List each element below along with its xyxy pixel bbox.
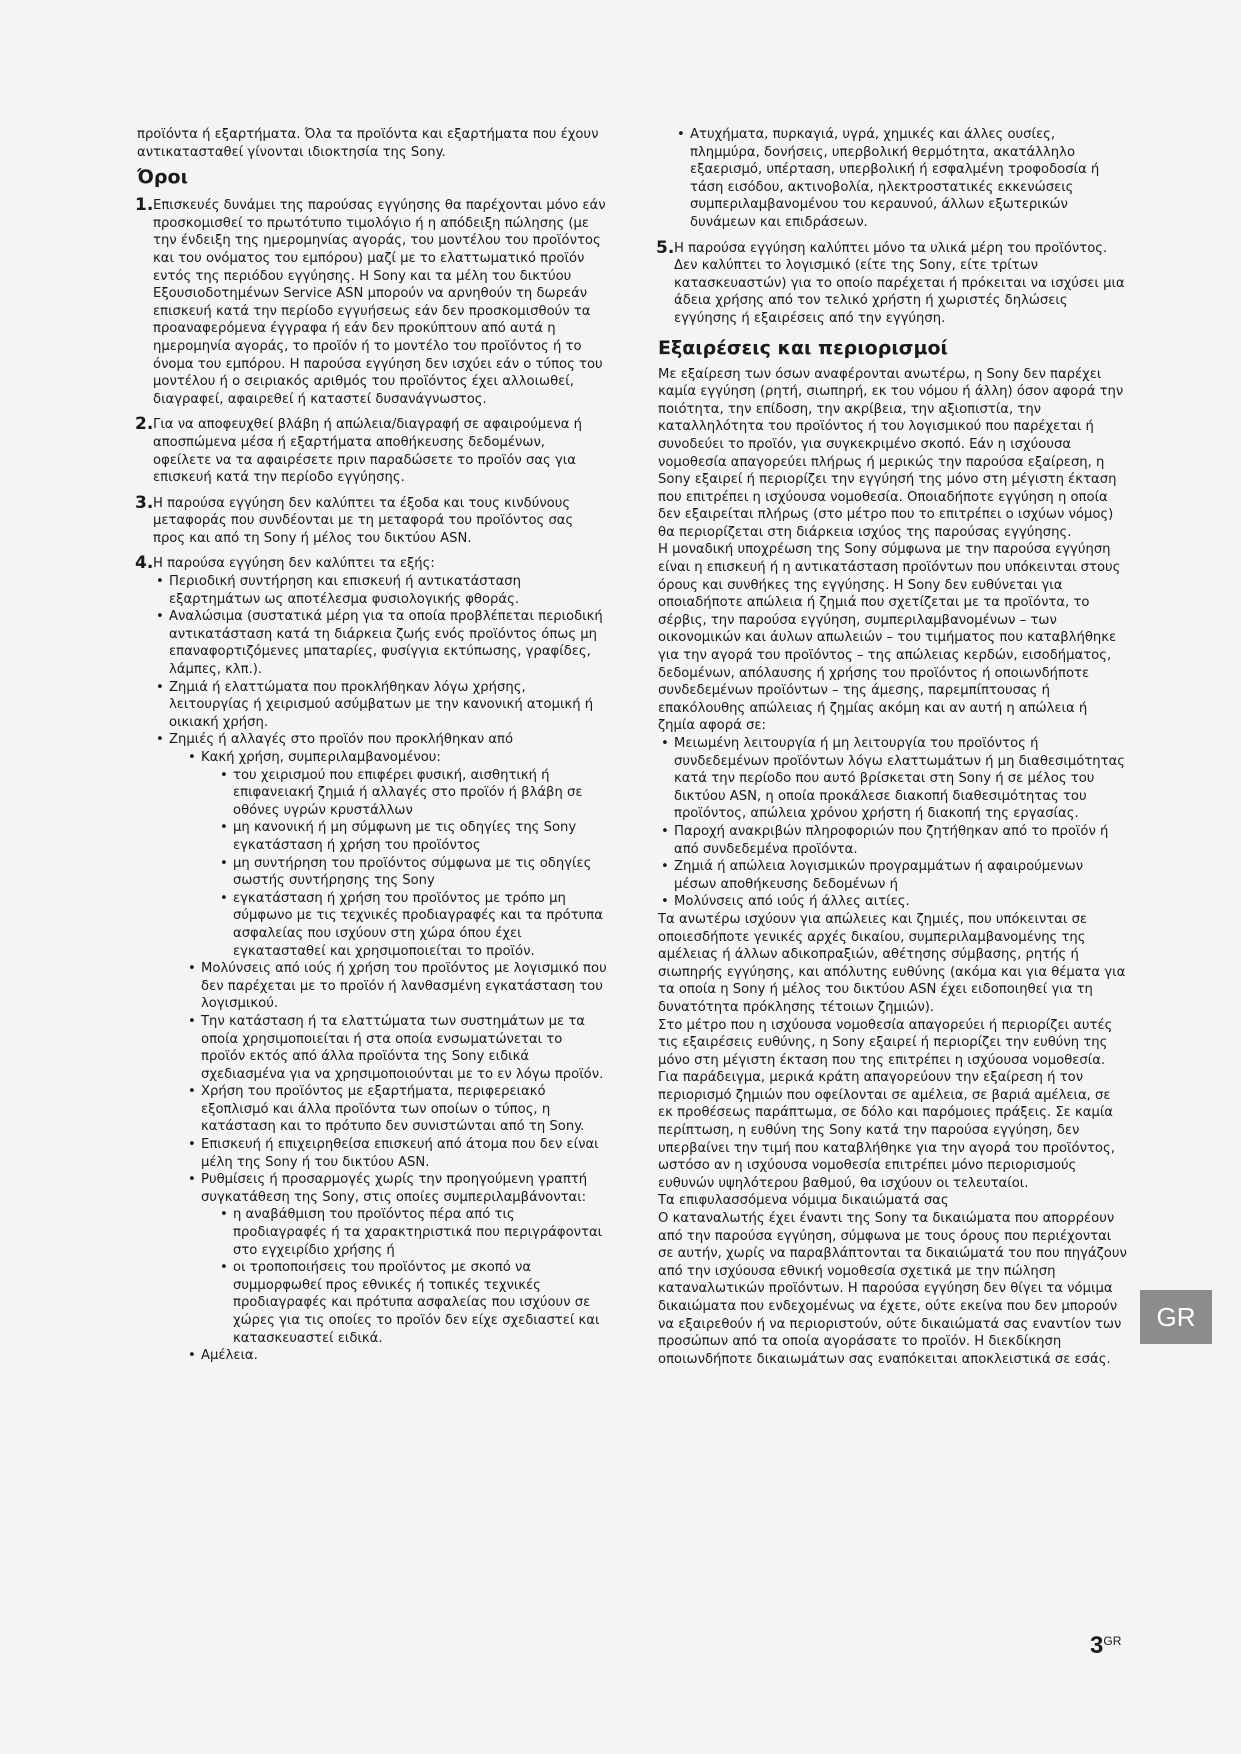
list-item: • Περιοδική συντήρηση και επισκευή ή αντικατάσταση εξαρτημάτων ως αποτέλεσμα φυσιολογικής φθοράς.: [153, 573, 607, 608]
list-item: • μη κανονική ή μη σύμφωνη με τις οδηγίες της Sony εγκατάσταση ή χρήση του προϊόντος: [217, 819, 607, 854]
paragraph: Στο μέτρο που η ισχύουσα νομοθεσία απαγορεύει ή περιορίζει αυτές τις εξαιρέσεις ευθύνης, η Sony εξαιρεί ή περιορίζει την ευθύνη της μόνο στη μέγιστη έκταση που της επιτρέπει η ισχύουσα νομοθεσία. Για παράδειγμα, μερικά κράτη απαγορεύουν την εξαίρεση ή τον περιορισμό ζημιών που οφείλονται σε αμέλεια, σε βαριά αμέλεια, σε εκ προθέσεως παράπτωμα, σε δόλο και παρόμοιες πράξεις. Σε καμία περίπτωση, η ευθύνη της Sony κατά την παρούσα εγγύηση, δεν υπερβαίνει την τιμή που καταβλήθηκε για την αγορά του προϊόντος, ωστόσο αν η ισχύουσα νομοθεσία επιτρέπει μόνο περιορισμούς ευθυνών υψηλότερου βαθμού, θα ισχύουν οι τελευταίοι.: [658, 1017, 1115, 1191]
subheading: Τα επιφυλασσόμενα νόμιμα δικαιώματά σας: [658, 1193, 949, 1209]
numbered-item-4: 4. Η παρούσα εγγύηση δεν καλύπτει τα εξής:: [135, 553, 435, 574]
list-item: • Ζημιά ή ελαττώματα που προκλήθηκαν λόγω χρήσης, λειτουργίας ή χειρισμού ασύμβατων με την κανονική ατομική ή οικιακή χρήση.: [153, 679, 607, 732]
list-item: • Αμέλεια.: [185, 1347, 607, 1365]
language-tab: GR: [1140, 1290, 1212, 1344]
page-number-suffix: GR: [1103, 1634, 1122, 1648]
list-item: • εγκατάσταση ή χρήση του προϊόντος με τρόπο μη σύμφωνο με τις τεχνικές προδιαγραφές και τα πρότυπα ασφαλείας που ισχύουν στη χώρα όπου έχει εγκατασταθεί και χρησιμοποιείται το προϊόν.: [217, 890, 607, 960]
list-item: • η αναβάθμιση του προϊόντος πέρα από τις προδιαγραφές ή τα χαρακτηριστικά που περιγράφονται στο εγχειρίδιο χρήσης ή: [217, 1206, 607, 1259]
list-item: • Μολύνσεις από ιούς ή χρήση του προϊόντος με λογισμικό που δεν παρέχεται με το προϊόν ή λανθασμένη εγκατάσταση του λογισμικού.: [185, 960, 607, 1013]
continued-list: [674, 126, 1128, 232]
list-item-text: Ρυθμίσεις ή προσαρμογές χωρίς την προηγούμενη γραπτή συγκατάθεση της Sony, στις οποίες συμπεριλαμβάνονται:: [201, 1172, 588, 1205]
paragraph: Η μοναδική υποχρέωση της Sony σύμφωνα με την παρούσα εγγύηση είναι η επισκευή ή η αντικατάσταση προϊόντων που υπόκεινται στους όρους και συνθήκες της εγγύησης. Η Sony δεν ευθύνεται για οποιαδήποτε απώλεια ή ζημιά που σχετίζεται με τα προϊόντα, το σέρβις, την παρούσα εγγύηση, συμπεριλαμβανομένων – των οικονομικών και άυλων απωλειών – του τιμήματος που καταβλήθηκε για την αγορά του προϊόντος – της απώλειας κερδών, εισοδήματος, δεδομένων, απόλαυσης ή χρήσης του προϊόντος ή οποιωνδήποτε συνδεδεμένων προϊόντων – της άμεσης, παρεμπίπτουσας ή επακόλουθης απώλειας ή ζημίας ακόμη και αν αυτή η απώλεια ή ζημία αφορά σε:: [658, 542, 1121, 734]
list-item: • Επισκευή ή επιχειρηθείσα επισκευή από άτομα που δεν είναι μέλη της Sony ή του δικτύου ASN.: [185, 1136, 607, 1171]
item-text: Για να αποφευχθεί βλάβη ή απώλεια/διαγραφή σε αφαιρούμενα ή αποσπώμενα μέσα ή εξαρτήματα αποθήκευσης δεδομένων, οφείλετε να τα αφαιρέσετε πριν παραδώσετε το προϊόν σας για επισκευή κατά την περίοδο εγγύησης.: [153, 417, 582, 486]
list-item: [185, 1171, 607, 1347]
right-column: [658, 126, 1128, 1368]
paragraph: Ο καταναλωτής έχει έναντι της Sony τα δικαιώματα που απορρέουν από την παρούσα εγγύηση, σύμφωνα με τους όρους που περιέχονται σε αυτήν, χωρίς να παραβλάπτονται τα δικαιώματά του που πηγάζουν από την ισχύουσα εθνική νομοθεσία σχετικά με την πώληση καταναλωτικών προϊόντων. Η παρούσα εγγύηση δεν θίγει τα νόμιμα δικαιώματα που ενδεχομένως να έχετε, ούτε εκείνα που δεν μπορούν να εξαιρεθούν ή να περιοριστούν, ούτε δικαιώματά σας εναντίον των προσώπων από τα οποία αγοράσατε το προϊόν. Η διεκδίκηση οποιωνδήποτε δικαιωμάτων σας εναπόκειται αποκλειστικά σε εσάς.: [658, 1211, 1127, 1367]
intro-paragraph: προϊόντα ή εξαρτήματα. Όλα τα προϊόντα και εξαρτήματα που έχουν αντικατασταθεί γίνονται ιδιοκτησία της Sony.: [137, 127, 599, 160]
terms-heading: Όροι: [137, 166, 188, 189]
list-item: • Χρήση του προϊόντος με εξαρτήματα, περιφερειακό εξοπλισμό και άλλα προϊόντα των οποίων ο τύπος, η κατάσταση και το πρότυπο δεν συνιστώνται από τη Sony.: [185, 1083, 607, 1136]
list-item: [185, 749, 607, 960]
numbered-item-3: 3. Η παρούσα εγγύηση δεν καλύπτει τα έξοδα και τους κινδύνους μεταφοράς που συνδέονται με τη μεταφορά του προϊόντος σας προς και από τη Sony ή μέλος του δικτύου ASN.: [137, 495, 607, 548]
list-item: • Αναλώσιμα (συστατικά μέρη για τα οποία προβλέπεται περιοδική αντικατάσταση κατά τη διάρκεια ζωής ενός προϊόντος όπως μη επαναφορτιζόμενες μπαταρίες, φυσίγγια εκτύπωσης, γραφίδες, λάμπες, κλπ.).: [153, 608, 607, 678]
item-text: Η παρούσα εγγύηση καλύπτει μόνο τα υλικά μέρη του προϊόντος. Δεν καλύπτει το λογισμικό (είτε της Sony, είτε τρίτων κατασκευαστών) για το οποίο παρέχεται ή πρόκειται να ισχύσει μια άδεια χρήσης από τον τελικό χρήστη ή χωριστές δηλώσεις εγγύησης ή εξαιρέσεις από την εγγύηση.: [674, 240, 1125, 326]
numbered-item-1: 1. Επισκευές δυνάμει της παρούσας εγγύησης θα παρέχονται μόνο εάν προσκομισθεί το πρωτότυπο τιμολόγιο ή η απόδειξη πώλησης (με την ένδειξη της ημερομηνίας αγοράς, του μοντέλου του προϊόντος και του ονόματος του εμπόρου) μαζί με το ελαττωματικό προϊόν εντός της περιόδου εγγύησης. Η Sony και τα μέλη του δικτύου Εξουσιοδοτημένων Service ASN μπορούν να αρνηθούν τη δωρεάν επισκευή κατά την περίοδο εγγυήσεως εάν δεν προσκομισθούν τα προαναφερόμενα έγγραφα ή εάν δεν προκύπτουν από αυτά η ημερομηνία αγοράς, το προϊόν ή το μοντέλο του προϊόντος ή το όνομα του εμπόρου. Η παρούσα εγγύηση δεν ισχύει εάν ο τύπος του μοντέλου ή ο σειριακός αριθμός του προϊόντος έχει αλλοιωθεί, διαγραφεί, αφαιρεθεί ή καταστεί δυσανάγνωστος.: [135, 195, 606, 407]
item-text: Η παρούσα εγγύηση δεν καλύπτει τα έξοδα και τους κινδύνους μεταφοράς που συνδέονται με τη μεταφορά του προϊόντος σας προς και από τη Sony ή μέλος του δικτύου ASN.: [153, 495, 574, 546]
sub-sub-list: [217, 1206, 607, 1347]
sub-list: [185, 749, 607, 1365]
list-item: • Την κατάσταση ή τα ελαττώματα των συστημάτων με τα οποία χρησιμοποιείται ή στα οποία ενσωματώνεται το προϊόν εκτός από άλλα προϊόντα της Sony ειδικά σχεδιασμένα για να χρησιμοποιούνται με το εν λόγω προϊόν.: [185, 1013, 607, 1083]
list-item: • Μολύνσεις από ιούς ή άλλες αιτίες.: [658, 893, 1128, 911]
paragraph: Με εξαίρεση των όσων αναφέρονται ανωτέρω, η Sony δεν παρέχει καμία εγγύηση (ρητή, σιωπηρή, εκ του νόμου ή άλλη) όσον αφορά την ποιότητα, την επίδοση, την ακρίβεια, την αξιοπιστία, την καταλληλότητα του προϊόντος ή του λογισμικού που παρέχεται ή συνοδεύει το προϊόν, για συγκεκριμένο σκοπό. Εάν η ισχύουσα νομοθεσία απαγορεύει πλήρως ή μερικώς την παρούσα εξαίρεση, η Sony εξαιρεί ή περιορίζει την εγγύησή της μόνο στη μέγιστη έκταση που επιτρέπει η ισχύουσα νομοθεσία. Οποιαδήποτε εγγύηση η οποία δεν εξαιρείται πλήρως (στο μέτρο που το επιτρέπει ο ισχύων νόμος) θα περιορίζεται στη διάρκεια ισχύος της παρούσας εγγύησης.: [658, 366, 1124, 540]
list-item: • Παροχή ανακριβών πληροφοριών που ζητήθηκαν από το προϊόν ή από συνδεδεμένα προϊόντα.: [658, 823, 1128, 858]
exclusions-heading: Εξαιρέσεις και περιορισμοί: [658, 336, 948, 359]
left-column: [137, 126, 607, 1365]
list-item: [153, 731, 607, 1364]
numbered-item-2: 2. Για να αποφευχθεί βλάβη ή απώλεια/διαγραφή σε αφαιρούμενα ή αποσπώμενα μέσα ή εξαρτήματα αποθήκευσης δεδομένων, οφείλετε να τα αφαιρέσετε πριν παραδώσετε το προϊόν σας για επισκευή κατά την περίοδο εγγύησης.: [137, 416, 607, 486]
list-item-text: Ζημιές ή αλλαγές στο προϊόν που προκλήθηκαν από: [169, 732, 514, 748]
list-item: • Ζημιά ή απώλεια λογισμικών προγραμμάτων ή αφαιρούμενων μέσων αποθήκευσης δεδομένων ή: [658, 858, 1128, 893]
item-text: Η παρούσα εγγύηση δεν καλύπτει τα εξής:: [153, 556, 435, 572]
loss-list: [658, 735, 1128, 911]
list-item: • Ατυχήματα, πυρκαγιά, υγρά, χημικές και άλλες ουσίες, πλημμύρα, δονήσεις, υπερβολική θερμότητα, ακατάλληλο εξαερισμό, υπέρταση, υπερβολική ή εσφαλμένη τροφοδοσία ή τάση εισόδου, ακτινοβολία, ηλεκτροστατικές εκκενώσεις συμπεριλαμβανομένου του κεραυνού, άλλων εξωτερικών δυνάμεων και επιδράσεων.: [674, 126, 1128, 232]
paragraph: Τα ανωτέρω ισχύουν για απώλειες και ζημιές, που υπόκεινται σε οποιεσδήποτε γενικές αρχές δικαίου, συμπεριλαμβανομένης της αμέλειας ή άλλων αδικοπραξιών, αθέτησης σύμβασης, ρητής ή σιωπηρής εγγύησης, και απόλυτης ευθύνης (ακόμα και για θέματα για τα οποία η Sony ή μέλος του δικτύου ASN έχει ειδοποιηθεί για τη δυνατότητα πρόκλησης τέτοιων ζημιών).: [658, 911, 1126, 1015]
exclusions-list: [153, 573, 607, 1365]
list-item: • του χειρισμού που επιφέρει φυσική, αισθητική ή επιφανειακή ζημιά ή αλλαγές στο προϊόν ή βλάβη σε οθόνες υγρών κρυστάλλων: [217, 767, 607, 820]
page-number: [1090, 1632, 1121, 1660]
list-item: • οι τροποποιήσεις του προϊόντος με σκοπό να συμμορφωθεί προς εθνικές ή τοπικές τεχνικές προδιαγραφές και πρότυπα ασφαλείας που ισχύουν σε χώρες για τις οποίες το προϊόν δεν είχε σχεδιαστεί και κατασκευαστεί ειδικά.: [217, 1259, 607, 1347]
item-text: Επισκευές δυνάμει της παρούσας εγγύησης θα παρέχονται μόνο εάν προσκομισθεί το πρωτότυπο τιμολόγιο ή η απόδειξη πώλησης (με την ένδειξη της ημερομηνίας αγοράς, του μοντέλου του προϊόντος και του ονόματος του εμπόρου) μαζί με το ελαττωματικό προϊόν εντός της περιόδου εγγύησης. Η Sony και τα μέλη του δικτύου Εξουσιοδοτημένων Service ASN μπορούν να αρνηθούν τη δωρεάν επισκευή κατά την περίοδο εγγυήσεως εάν δεν προσκομισθούν τα προαναφερόμενα έγγραφα ή εάν δεν προκύπτουν από αυτά η ημερομηνία αγοράς, το προϊόν ή το μοντέλο του προϊόντος ή το όνομα του εμπόρου. Η παρούσα εγγύηση δεν ισχύει εάν ο τύπος του μοντέλου ή ο σειριακός αριθμός του προϊόντος έχει αλλοιωθεί, διαγραφεί, αφαιρεθεί ή καταστεί δυσανάγνωστος.: [153, 198, 606, 407]
list-item: • Μειωμένη λειτουργία ή μη λειτουργία του προϊόντος ή συνδεδεμένων προϊόντων λόγω ελαττωμάτων ή μη διαθεσιμότητας κατά την περίοδο που αυτό βρίσκεται στη Sony ή σε μέλος του δικτύου ASN, η οποία προκάλεσε διακοπή διαθεσιμότητας του προϊόντος, απώλεια χρόνου χρήστη ή διακοπή της εργασίας.: [658, 735, 1128, 823]
list-item-text: Κακή χρήση, συμπεριλαμβανομένου:: [201, 750, 441, 765]
sub-sub-list: [217, 767, 607, 961]
numbered-item-5: 5. Η παρούσα εγγύηση καλύπτει μόνο τα υλικά μέρη του προϊόντος. Δεν καλύπτει το λογισμικό (είτε της Sony, είτε τρίτων κατασκευαστών) για το οποίο παρέχεται ή πρόκειται να ισχύσει μια άδεια χρήσης από τον τελικό χρήστη ή χωριστές δηλώσεις εγγύησης ή εξαιρέσεις από την εγγύηση.: [658, 240, 1128, 328]
page-number-digit: 3: [1090, 1632, 1104, 1659]
list-item: • μη συντήρηση του προϊόντος σύμφωνα με τις οδηγίες σωστής συντήρησης της Sony: [217, 855, 607, 890]
